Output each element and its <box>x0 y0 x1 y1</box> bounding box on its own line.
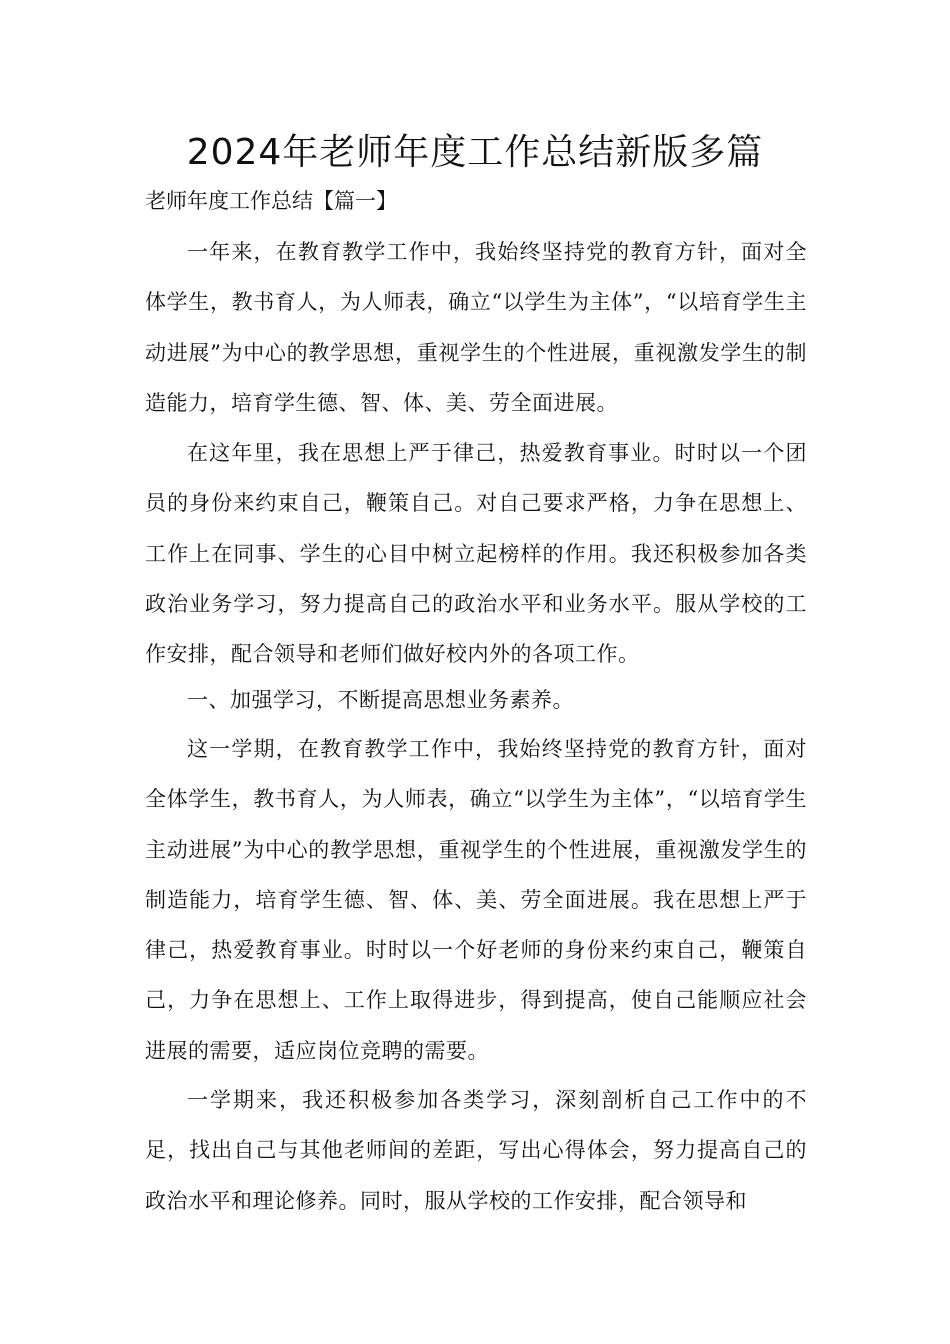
paragraph-4: 这一学期，在教育教学工作中，我始终坚持党的教育方针，面对全体学生，教书育人，为人师表，确立“以学生为主体”，“以培育学生主动进展”为中心的教学思想，重视学生的个性进展，重视激发学生的制造能力，培育学生德、智、体、美、劳全面进展。我在思想上严于律己，热爱教育事业。时时以一个好老师的身份来约束自己，鞭策自己，力争在思想上、工作上取得进步，得到提高，使自己能顺应社会进展的需要，适应岗位竞聘的需要。 <box>145 737 807 1063</box>
paragraph-2: 在这年里，我在思想上严于律己，热爱教育事业。时时以一个团员的身份来约束自己，鞭策自己。对自己要求严格，力争在思想上、工作上在同事、学生的心目中树立起榜样的作用。我还积极参加各类政治业务学习，努力提高自己的政治水平和业务水平。服从学校的工作安排，配合领导和老师们做好校内外的各项工作。 <box>145 441 807 667</box>
paragraph-3: 一、加强学习，不断提高思想业务素养。 <box>187 688 574 712</box>
section-heading: 老师年度工作总结【篇一】 <box>145 189 397 213</box>
paragraph-5: 一学期来，我还积极参加各类学习，深刻剖析自己工作中的不足，找出自己与其他老师间的差距，写出心得体会，努力提高自己的政治水平和理论修养。同时，服从学校的工作安排，配合领导和 <box>145 1088 807 1213</box>
document-title: 2024年老师年度工作总结新版多篇 <box>186 132 764 173</box>
paragraph-1: 一年来，在教育教学工作中，我始终坚持党的教育方针，面对全体学生，教书育人，为人师表，确立“以学生为主体”，“以培育学生主动进展”为中心的教学思想，重视学生的个性进展，重视激发学生的制造能力，培育学生德、智、体、美、劳全面进展。 <box>145 240 807 415</box>
